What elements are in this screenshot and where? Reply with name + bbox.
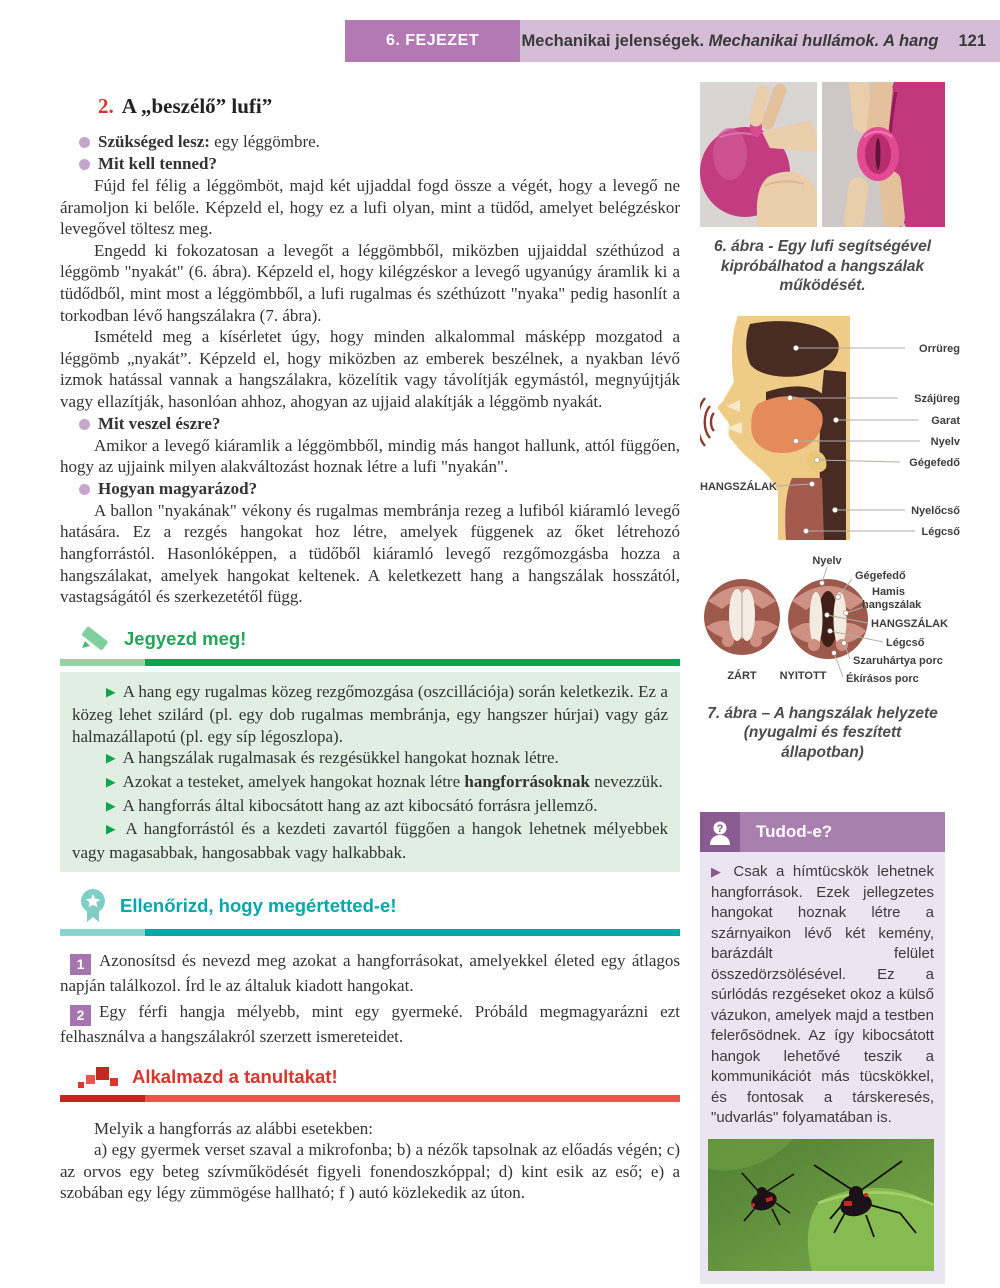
page-number: 121 [958, 31, 986, 50]
vocal-cords-closed [704, 579, 780, 655]
sidebar [700, 82, 960, 1284]
page-header [0, 20, 1000, 62]
didyouknow-text: ▶ Csak a hímtücskök lehetnek hangforrások. Ezek jellegzetes hangokat hoznak létre a szárnyaikon lévő két kemény, barázdált felület összedörzsölésével. Ez a súrlódás rezgéseket okoz a külső vázukon, amelyek majd a testben felerősödnek. Az így kibocsátott hangok lehetővé teszik a kommunikációt más tücskökkel, és fontosak a társkeresés, "udvarlás" folyamatában is. [700, 852, 945, 1137]
remember-item: ▶ A hangforrás által kibocsátott hang az azt kibocsátó forrásra jellemző. [72, 795, 668, 819]
task-2: 2 Egy férfi hangja mélyebb, mint egy gyermeké. Próbáld megmagyarázni ezt felhasználva a hangszálakról szerzett ismereteidet. [60, 1002, 680, 1047]
vocal-cords-figure [700, 553, 950, 691]
paragraph-4: Amikor a levegő kiáramlik a léggömbből, mindig más hangot hallunk, attól függően, hogy az ujjaink milyen alakváltozást hoznak létre a lufi "nyakán". [60, 435, 680, 477]
main-column [60, 94, 680, 1284]
svg-text:HANGSZÁLAK: HANGSZÁLAK [700, 480, 777, 493]
observe-line [98, 413, 680, 435]
remember-rule [60, 659, 680, 666]
svg-text:Szaruhártya porc: Szaruhártya porc [853, 654, 943, 667]
arrow-bullet-icon [711, 864, 725, 879]
sound-waves-icon [700, 398, 714, 446]
arrow-bullet-icon [106, 685, 116, 699]
remember-heading: Jegyezd meg! [124, 627, 247, 649]
apply-cases: a) egy gyermek verset szaval a mikrofonba; b) a nézők tapsolnak az előadás végén; c) az orvos egy beteg szívműködését figyeli fonendoszkóppal; d) kint esik az eső; e) a szobában egy légy zümmögése hallható; f ) autó közlekedik az úton. [60, 1140, 680, 1203]
remember-item: ▶ Azokat a testeket, amelyek hangokat hoznak létre hangforrásoknak nevezzük. [72, 771, 668, 795]
svg-text:Gégefedő: Gégefedő [855, 569, 906, 582]
apply-heading: Alkalmazd a tanultakat! [132, 1065, 338, 1087]
explain-label: Hogyan magyarázod? [98, 478, 258, 498]
remember-item: ▶ A hang egy rugalmas közeg rezgőmozgása (oszcillációja) során keletkezik. Ez a közeg lehet szilárd (pl. egy dob rugalmas membránja, egy hangszer húrjai) vagy gáz halmazállapotú (pl. egy síp légoszlopa). [72, 681, 668, 748]
blocks-icon [78, 1064, 120, 1090]
lesson-number: 2. [98, 94, 114, 118]
svg-text:Légcső: Légcső [886, 636, 925, 649]
header-bar [520, 20, 1000, 62]
svg-text:?: ? [716, 823, 724, 835]
paragraph-3: Ismételd meg a kísérletet úgy, hogy minden alkalommal másképp mozgatod a léggömb „nyakát”. Képzeld el, hogy miközben az emberek beszélnek, a nyakban lévő izmok hatással vannak a hangszálakra, közelítik vagy távolítják egymástól, megnyújtják vagy ellazítják, hasonlóan ahhoz, ahogyan az ujjaid alakítják a léggömb nyakát. [60, 327, 680, 411]
check-heading: Ellenőrizd, hogy megértetted-e! [120, 895, 397, 917]
figure7-caption: 7. ábra – A hangszálak helyzete (nyugalmi és feszített állapotban) [707, 704, 938, 761]
header-spacer [0, 20, 345, 62]
check-rule [60, 929, 680, 936]
svg-text:Nyelv: Nyelv [930, 435, 960, 448]
check-tasks [60, 950, 680, 1047]
svg-text:HANGSZÁLAK: HANGSZÁLAK [871, 617, 948, 630]
award-ribbon-icon [78, 888, 108, 924]
lesson-title [98, 94, 680, 119]
todo-line [98, 153, 680, 175]
svg-text:Garat: Garat [931, 414, 960, 427]
task-number-badge: 1 [70, 954, 91, 975]
svg-text:Légcső: Légcső [921, 525, 960, 538]
svg-text:hangszálak: hangszálak [862, 598, 922, 611]
bullet-dot-icon [79, 159, 90, 170]
svg-text:Hamis: Hamis [872, 585, 906, 598]
remember-item: ▶ A hangszálak rugalmasak és rezgésükkel hangokat hoznak létre. [72, 747, 668, 771]
arrow-bullet-icon [106, 775, 116, 789]
materials-text: egy léggömbre. [209, 132, 320, 151]
header-title-regular: Mechanikai jelenségek. [521, 31, 709, 50]
head-anatomy-figure [700, 310, 962, 544]
check-heading-row [78, 888, 680, 924]
materials-line [98, 131, 680, 153]
remember-item: ▶ A hangforrástól és a kezdeti zavartól függően a hangok lehetnek mélyebbek vagy magasabbak, hangosabbak vagy halkabbak. [72, 818, 668, 863]
svg-text:Nyelőcső: Nyelőcső [911, 504, 960, 517]
explain-line [98, 478, 680, 500]
remember-box [60, 672, 680, 873]
svg-text:NYITOTT: NYITOTT [779, 669, 827, 682]
chapter-label: 6. FEJEZET [385, 32, 480, 49]
figure6-caption: 6. ábra - Egy lufi segítségével kipróbálhatod a hangszálak működését. [713, 238, 932, 294]
materials-label: Szükséged lesz: [98, 132, 210, 151]
figure6-photos [700, 82, 945, 227]
task-1: 1 Azonosítsd és nevezd meg azokat a hangforrásokat, amelyekkel életed egy átlagos napján találkozol. Írd le az általuk kiadott hangokat. [60, 951, 680, 996]
bullet-dot-icon [79, 419, 90, 430]
didyouknow-heading: Tudod-e? [756, 822, 833, 841]
balloon-photo-pinch [700, 82, 817, 227]
didyouknow-box [700, 812, 945, 1284]
vocal-cords-open [788, 579, 868, 659]
bullet-dot-icon [79, 484, 90, 495]
bullet-dot-icon [79, 137, 90, 148]
paragraph-5: A ballon "nyakának" vékony és rugalmas membránja rezeg a lufiból kiáramló levegő hatására. Ez a rezgés hangokat hoz létre, amelyek függenek az őket létrehozó hangforrástól. Hasonlóképpen, a tüdőből kiáramló levegő rezgőmozgásba hozza a hangszálakat, amelyek hangokat keltenek. A keletkezett hang a hangszálak hosszától, vastagságától és szerkezetétől függ. [60, 500, 680, 607]
apply-intro: Melyik a hangforrás az alábbi esetekben: [94, 1118, 373, 1138]
chapter-badge [345, 20, 520, 62]
didyouknow-header [700, 812, 945, 852]
remember-heading-row [78, 624, 680, 654]
page-content [0, 94, 1000, 1284]
svg-text:Nyelv: Nyelv [812, 554, 842, 567]
svg-text:ZÁRT: ZÁRT [727, 669, 757, 682]
paragraph-2: Engedd ki fokozatosan a levegőt a léggömbből, miközben ujjaiddal széthúzod a léggömb "nyakát" (6. ábra). Képzeld el, hogy kilégzéskor a levegő ugyanúgy áramlik ki a tüdődből, mint most a léggömbből, a lufi rugalmas és széthúzott "nyaka" pedig hasonlít a torkodban lévő hangszálakra (7. ábra). [60, 240, 680, 325]
balloon-photo-stretch [822, 82, 945, 227]
header-title-italic: Mechanikai hullámok. A hang [708, 31, 939, 50]
todo-label: Mit kell tenned? [98, 154, 217, 173]
arrow-bullet-icon [106, 751, 116, 765]
crickets-photo [700, 1137, 945, 1284]
lesson-title-text: A „beszélő” lufi” [121, 94, 273, 118]
paragraph-1: Fújd fel félig a léggömböt, majd két ujjaddal fogd össze a végét, hogy a levegő ne áramoljon ki belőle. Képzeld el, hogy ez a lufi olyan, mint a tüdőd, amelyet belégzéskor levegővel töltesz meg. [60, 176, 680, 239]
apply-rule [60, 1095, 680, 1102]
arrow-bullet-icon [106, 799, 116, 813]
svg-text:Szájüreg: Szájüreg [914, 392, 960, 405]
task-number-badge: 2 [70, 1005, 91, 1026]
observe-label: Mit veszel észre? [98, 413, 221, 433]
svg-text:Gégefedő: Gégefedő [909, 456, 960, 469]
apply-heading-row [78, 1064, 680, 1090]
svg-text:Orrüreg: Orrüreg [919, 342, 960, 355]
arrow-bullet-icon [106, 822, 118, 836]
svg-text:Ékírásos porc: Ékírásos porc [846, 672, 919, 685]
question-person-icon [700, 812, 740, 852]
pencil-icon [78, 624, 112, 654]
